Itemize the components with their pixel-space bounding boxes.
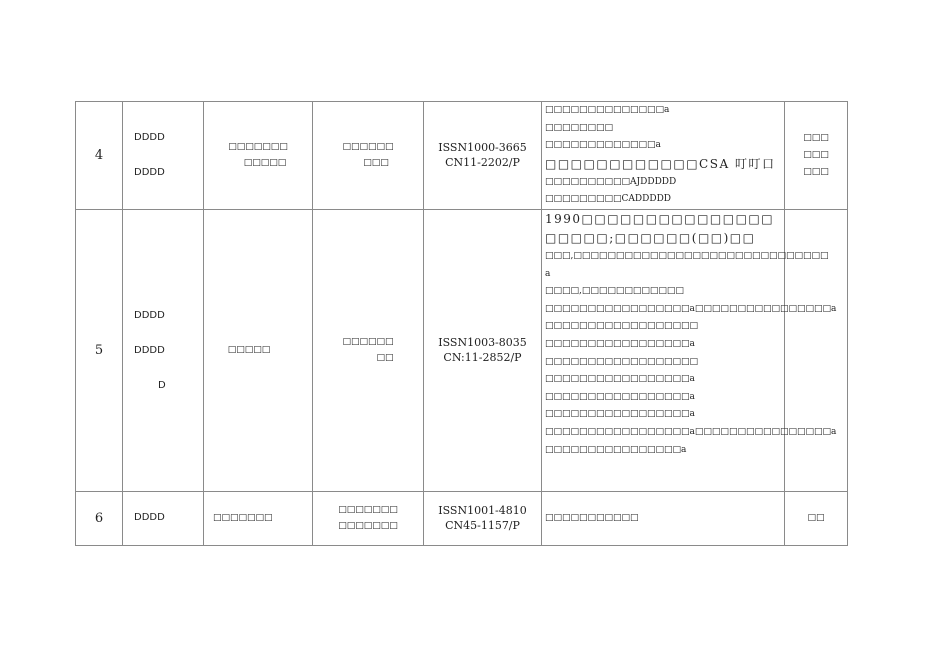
organizer-cell xyxy=(204,209,313,491)
index-line: a xyxy=(545,268,551,279)
sponsor-line: □□□□□□□ xyxy=(338,505,398,516)
journal-table xyxy=(75,101,848,546)
index-line: □□□□□□□□□□AJDDDDD xyxy=(545,176,677,187)
indexed-in-cell xyxy=(542,209,837,491)
index-line: □□□□□□□□□□□□□□□□□a xyxy=(545,409,695,420)
issn-cell xyxy=(424,209,542,491)
row-number: 5 xyxy=(76,209,123,491)
index-line: □□□□□□□□□□□□□□□□□a xyxy=(545,391,695,402)
level-cell xyxy=(785,102,848,210)
row-number: 4 xyxy=(76,102,123,210)
level-cell xyxy=(785,491,848,545)
cn-number: CN:11-2852/P xyxy=(443,351,522,365)
indexed-in-cell xyxy=(542,102,785,210)
level-line: □□ xyxy=(807,512,825,523)
sponsor-cell xyxy=(313,102,424,210)
index-line: □□□□□□□□□□□□□□a xyxy=(545,105,670,115)
organizer-line: □□□□□□□ xyxy=(228,142,288,153)
sponsor-line: □□□□□□ xyxy=(342,337,394,348)
journal-name-line: D xyxy=(158,379,166,391)
table-row xyxy=(76,209,848,491)
index-line: □□□□,□□□□□□□□□□□□ xyxy=(545,286,684,297)
journal-name-cell xyxy=(123,102,204,210)
cn-number: CN11-2202/P xyxy=(445,156,520,170)
organizer-cell xyxy=(204,102,313,210)
journal-name-line: DDDD xyxy=(134,167,165,179)
issn-number: ISSN1001-4810 xyxy=(438,504,527,518)
level-line: □□□ xyxy=(803,132,829,143)
index-line: □□□□□□□□□CADDDDD xyxy=(545,194,671,205)
index-line: □□□□□□□□□□□□CSA 叮叮口 xyxy=(545,156,776,171)
index-line: □□□□□□□□□□□□□□□□□a□□□□□□□□□□□□□□□□a xyxy=(545,426,837,437)
sponsor-line: □□□□□□ xyxy=(342,142,394,153)
level-line: □□□ xyxy=(803,149,829,160)
index-line: □□□□□□□□□□□□□□□□□a xyxy=(545,338,695,349)
cn-number: CN45-1157/P xyxy=(445,519,520,533)
journal-name-line: DDDD xyxy=(134,344,165,356)
index-line: □□□□□□□□□□□□□a xyxy=(545,140,661,151)
organizer-line: □□□□□□□ xyxy=(213,513,273,524)
index-line: □□□□□□□□□□□ xyxy=(545,512,639,523)
organizer-cell xyxy=(204,491,313,545)
sponsor-line: □□□□□□□ xyxy=(338,521,398,532)
sponsor-cell xyxy=(313,491,424,545)
journal-name-cell xyxy=(123,209,204,491)
sponsor-cell xyxy=(313,209,424,491)
issn-number: ISSN1003-8035 xyxy=(438,336,527,350)
organizer-line: □□□□□ xyxy=(227,345,271,356)
sponsor-line: □□ xyxy=(376,353,394,364)
row-number: 6 xyxy=(76,491,123,545)
index-line: □□□□□□□□□□□□□□□□□a□□□□□□□□□□□□□□□□a xyxy=(545,303,837,314)
indexed-in-cell xyxy=(542,491,785,545)
sponsor-line: □□□ xyxy=(363,158,389,169)
journal-name-line: DDDD xyxy=(134,309,165,321)
index-line: □□□□□;□□□□□□(□□)□□ xyxy=(545,230,756,245)
index-line: □□□□□□□□□□□□□□□□□□ xyxy=(545,356,699,367)
index-line: □□□□□□□□ xyxy=(545,122,614,133)
issn-cell xyxy=(424,102,542,210)
index-line: □□□□□□□□□□□□□□□□□a xyxy=(545,374,695,385)
organizer-line: □□□□□ xyxy=(243,158,287,169)
journal-name-cell xyxy=(123,491,204,545)
table-row xyxy=(76,102,848,210)
issn-number: ISSN1000-3665 xyxy=(438,141,527,155)
index-line: □□□□□□□□□□□□□□□□□□ xyxy=(545,321,699,332)
index-line: 1990□□□□□□□□□□□□□□□ xyxy=(545,211,775,226)
index-line: □□□,□□□□□□□□□□□□□□□□□□□□□□□□□□□□□□ xyxy=(545,250,829,261)
journal-name-line: DDDD xyxy=(134,132,165,144)
table-row xyxy=(76,491,848,545)
issn-cell xyxy=(424,491,542,545)
index-line: □□□□□□□□□□□□□□□□a xyxy=(545,444,687,455)
journal-name-line: DDDD xyxy=(134,512,165,524)
level-line: □□□ xyxy=(803,166,829,177)
